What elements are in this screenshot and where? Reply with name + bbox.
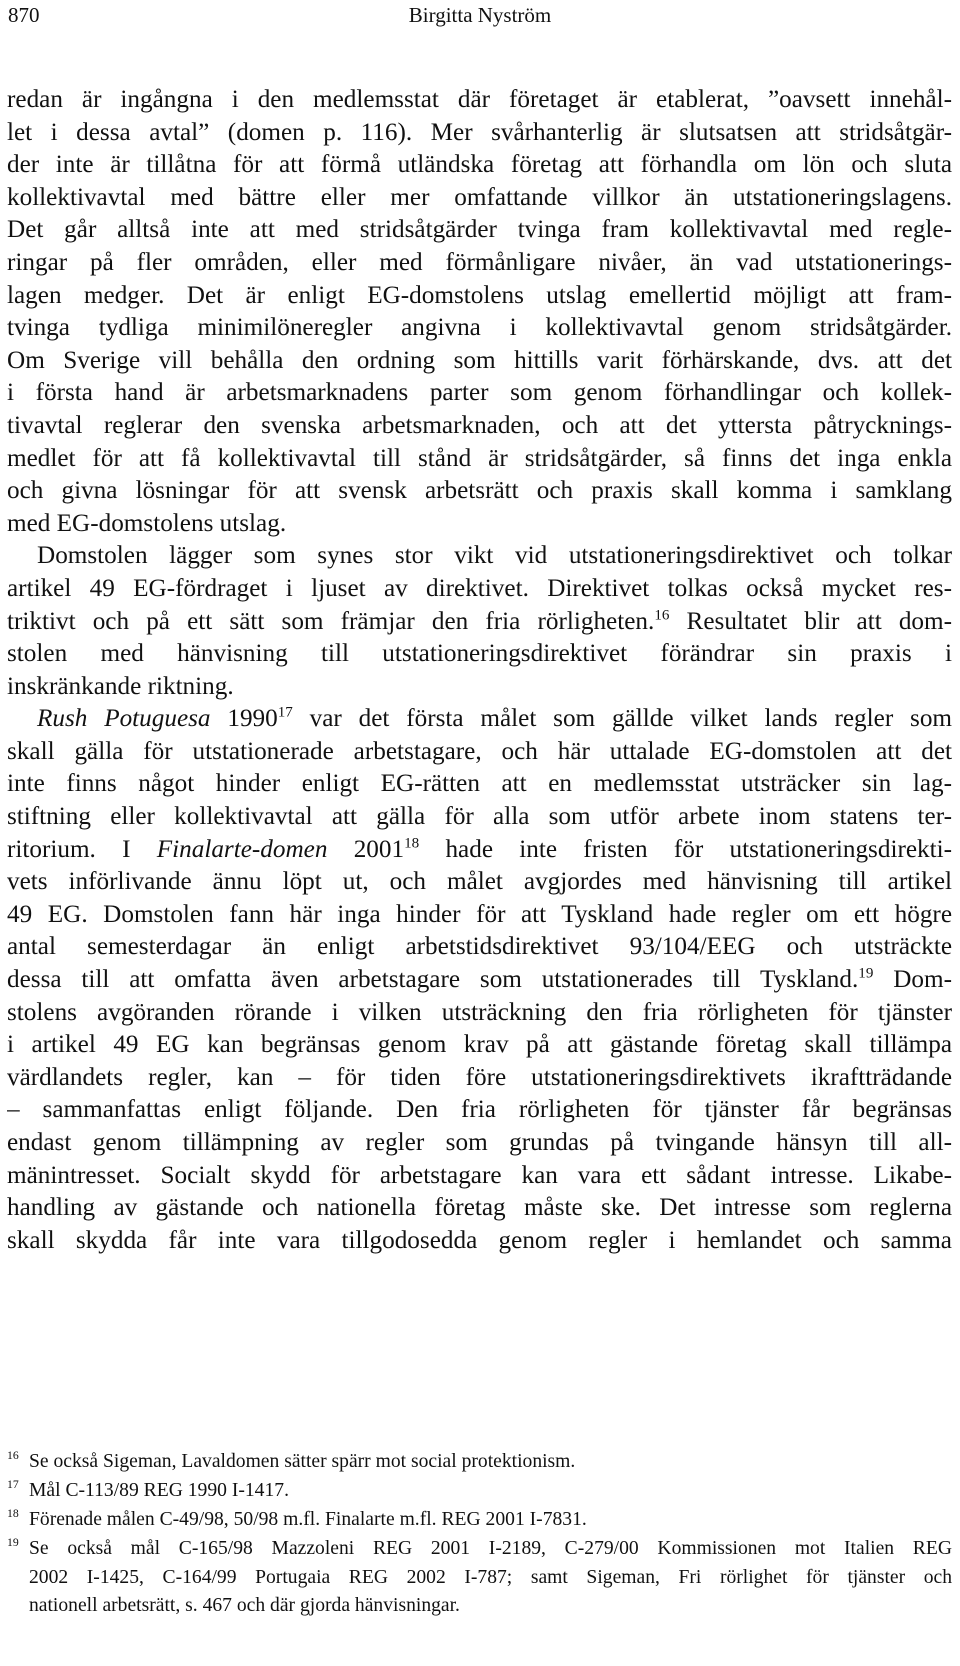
page-header xyxy=(8,0,952,34)
footnote-ref: 18 xyxy=(404,835,420,852)
text-segment: Resultatet blir att dom- xyxy=(669,607,952,635)
text-line: tivavtal reglerar den svenska arbetsmarknaden, och att det yttersta påtrycknings- xyxy=(7,411,952,439)
text-segment: ritorium. I xyxy=(7,835,157,863)
text-segment: 2001 xyxy=(327,835,405,863)
text-line: vets införlivande ännu löpt ut, och målet avgjordes med hänvisning till artikel xyxy=(7,868,952,896)
text-line: endast genom tillämpning av regler som grundas på tvingande hänsyn till all- xyxy=(7,1129,952,1156)
text-line: redan är ingångna i den medlemsstat där företaget är etablerat, ”oavsett innehål- xyxy=(7,86,952,113)
text-line xyxy=(7,964,952,997)
footnote-ref: 17 xyxy=(277,704,293,721)
text-line: antal semesterdagar än enligt arbetstidsdirektivet 93/104/EEG och utsträckte xyxy=(7,933,952,961)
footnote-text: Se också Sigeman, Lavaldomen sätter spärr mot social protektionism. xyxy=(29,1451,576,1472)
text-line xyxy=(7,606,952,639)
case-name: Finalarte-domen xyxy=(156,835,328,863)
text-line: tvinga tydliga minimilöneregler angivna i kollektivavtal genom stridsåtgärder. xyxy=(7,314,952,342)
page-number: 870 xyxy=(8,3,40,27)
text-line: handling av gästande och nationella företag måste ske. Det intresse som reglerna xyxy=(7,1194,952,1222)
text-line: Domstolen lägger som synes stor vikt vid utstationeringsdirektivet och tolkar xyxy=(37,542,952,570)
text-line: der inte är tillåtna för att förmå utländska företag att förhandla om lön och sluta xyxy=(7,151,952,179)
text-line: inte finns något hinder enligt EG-rätten att en medlemsstat utsträcker sin lag- xyxy=(7,770,952,798)
footnote-text: Se också mål C-165/98 Mazzoleni REG 2001 I-2189, C-279/00 Kommissionen mot Italien REG xyxy=(29,1537,952,1559)
footnote-text: Mål C-113/89 REG 1990 I-1417. xyxy=(29,1479,289,1501)
footnote-text: Förenade målen C-49/98, 50/98 m.fl. Finalarte m.fl. REG 2001 I-7831. xyxy=(29,1508,587,1530)
footnote-ref: 19 xyxy=(858,965,874,982)
text-segment: hade inte fristen för utstationeringsdirekti- xyxy=(419,835,952,863)
text-line: och givna lösningar för att svensk arbetsrätt och praxis skall komma i samklang xyxy=(7,477,952,505)
body-text xyxy=(7,84,952,1257)
text-line: skall gälla för utstationerade arbetstagare, och här uttalade EG-domstolen att det xyxy=(7,737,952,765)
text-line: Det går alltså inte att med stridsåtgärder tvinga fram kollektivavtal med regle- xyxy=(7,216,952,244)
text-segment: Dom- xyxy=(873,966,952,994)
footnote-continuation: nationell arbetsrätt, s. 467 och där gjorda hänvisningar. xyxy=(29,1595,460,1617)
text-line: medlet för att få kollektivavtal till stånd är stridsåtgärder, så finns det inga enkla xyxy=(7,444,952,472)
text-line: i första hand är arbetsmarknadens parter som genom förhandlingar och kollek- xyxy=(7,379,952,407)
running-head: Birgitta Nyström xyxy=(408,3,552,27)
text-line: Om Sverige vill behålla den ordning som hittills varit förhärskande, dvs. att det xyxy=(7,346,952,374)
text-segment: var det första målet som gällde vilket lands regler som xyxy=(292,705,952,733)
text-line: inskränkande riktning. xyxy=(7,672,234,700)
footnote: 19 Se också mål C-165/98 Mazzoleni REG 2001 I-2189, C-279/00 Kommissionen mot Italien REG xyxy=(7,1536,952,1559)
case-name: Rush Potuguesa xyxy=(37,705,211,733)
text-line: 49 EG. Domstolen fann här inga hinder för att Tyskland hade regler om ett högre xyxy=(7,900,952,928)
footnote-continuation: 2002 I-1425, C-164/99 Portugaia REG 2002 I-787; samt Sigeman, Fri rörlighet för tjänster och xyxy=(29,1566,952,1588)
text-line: med EG-domstolens utslag. xyxy=(7,509,287,537)
text-line: stiftning eller kollektivavtal att gälla för alla som utför arbete inom statens ter- xyxy=(7,803,952,831)
text-line: stolens avgöranden rörande i vilken utsträckning den fria rörligheten för tjänster xyxy=(7,998,952,1026)
text-line xyxy=(7,834,952,867)
text-line: värdlandets regler, kan – för tiden före utstationeringsdirektivets ikraftträdande xyxy=(7,1063,952,1091)
text-line: lagen medger. Det är enligt EG-domstolens utslag emellertid möjligt att fram- xyxy=(7,281,952,309)
text-line: let i dessa avtal” (domen p. 116). Mer svårhanterlig är slutsatsen att stridsåtgär- xyxy=(7,118,952,146)
footnote-ref: 16 xyxy=(654,607,670,624)
text-line: – sammanfattas enligt följande. Den fria rörligheten för tjänster får begränsas xyxy=(7,1096,952,1124)
text-line: kollektivavtal med bättre eller mer omfattande villkor än utstationeringslagens. xyxy=(7,183,952,211)
footnote: 16 Se också Sigeman, Lavaldomen sätter spärr mot social protektionism. xyxy=(7,1449,576,1472)
text-line: artikel 49 EG-fördraget i ljuset av direktivet. Direktivet tolkas också mycket res- xyxy=(7,574,952,602)
footnotes xyxy=(7,1448,952,1621)
text-line: ringar på fler områden, eller med förmånligare nivåer, än vad utstationerings- xyxy=(7,248,952,276)
text-line: skall skydda får inte vara tillgodosedda genom regler i hemlandet och samma xyxy=(7,1226,952,1254)
text-segment: triktivt och på ett sätt som främjar den fria rörligheten. xyxy=(7,607,655,635)
text-segment: 1990 xyxy=(210,705,278,733)
text-line: stolen med hänvisning till utstationeringsdirektivet förändrar sin praxis i xyxy=(7,640,952,668)
text-segment: dessa till att omfatta även arbetstagare som utstationerades till Tyskland. xyxy=(7,966,859,994)
text-line xyxy=(7,703,952,736)
text-line: mänintresset. Socialt skydd för arbetstagare kan vara ett sådant intresse. Likabe- xyxy=(7,1161,952,1189)
footnote: 18 Förenade målen C-49/98, 50/98 m.fl. Finalarte m.fl. REG 2001 I-7831. xyxy=(7,1507,587,1530)
text-line: i artikel 49 EG kan begränsas genom krav på att gästande företag skall tillämpa xyxy=(7,1031,952,1059)
footnote: 17 Mål C-113/89 REG 1990 I-1417. xyxy=(7,1478,289,1501)
